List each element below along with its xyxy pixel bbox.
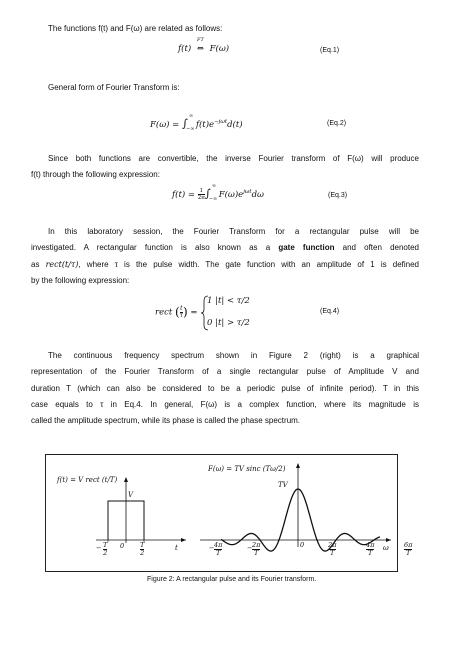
eq2-int-sub: −∞ (186, 126, 195, 132)
tick-neg-den: 2 (103, 549, 108, 557)
w-axis-label: ω (383, 544, 389, 552)
t-axis-label: t (175, 544, 178, 552)
eq3-frac-den: 2π (197, 195, 205, 201)
eq4-lhs: rect (155, 307, 173, 318)
lab-line-3b: , where τ is the pulse width. The gate function with an amplitude of 1 is defined (78, 260, 420, 269)
lab-line-1: In this laboratory session, the Fourier Transform for a rectangular pulse will be (48, 227, 419, 236)
spectrum-line-1: The continuous frequency spectrum shown in Figure 2 (right) is a graphical (48, 351, 419, 360)
eq4-case-2: 0 |t| > τ/2 (207, 318, 250, 328)
eq1-operator (194, 37, 207, 54)
lab-line-2a: investigated. A rectangular function is also known as a (31, 243, 279, 252)
lab-line-2b: and often denoted (334, 243, 419, 252)
f-axis-arrow (124, 477, 128, 482)
w-tick-label: − $\frac{4\pi}{T}$ (209, 541, 223, 557)
integral-sign: ∫ ∞ −∞ (182, 113, 195, 132)
peak-label: TV (278, 481, 288, 489)
eq4-frac-num: t (180, 304, 183, 312)
figure-frame (45, 454, 413, 572)
lab-line-2 (31, 240, 419, 256)
lab-line-3 (31, 257, 419, 273)
spectrum-line-2: representation of the Fourier Transform of a single rectangular pulse of Amplitude V and (31, 367, 419, 376)
eq3-number: (Eq.3) (328, 192, 348, 199)
eq2-exponent: −jωt (214, 119, 228, 126)
inverse-line-1: Since both functions are convertible, the inverse Fourier transform of F(ω) will produce (48, 154, 419, 163)
w-tick-label: 0 (300, 541, 305, 549)
eq3-lhs: f(t) = (172, 190, 198, 200)
lab-line-3a: as (31, 260, 46, 269)
w-tick-label: $\frac{2\pi}{T}$ (328, 541, 337, 557)
eq4-case-1: 1 |t| < τ/2 (207, 296, 250, 306)
tick-pos-label (140, 542, 144, 557)
equation-2 (150, 113, 243, 132)
general-form-text: General form of Fourier Transform is: (48, 83, 180, 92)
eq3-tail: dω (251, 190, 264, 200)
eq1-rhs: F(ω) (209, 44, 230, 54)
eq2-tail: d(t) (227, 120, 243, 130)
F-axis-arrow (296, 463, 300, 468)
eq2-number: (Eq.2) (327, 120, 347, 127)
equation-3 (172, 183, 264, 202)
figure-caption: Figure 2: A rectangular pulse and its Fourier transform. (147, 576, 317, 583)
spectrum-line-3: duration T (which can also be considered to be a periodic pulse of infinite period). T in this (31, 384, 419, 393)
rect-notation: rect(t/τ) (45, 260, 79, 269)
eq2-int-sup: ∞ (189, 113, 194, 119)
eq1-op-label: FT (197, 37, 204, 43)
left-plot-label: f(t) = V rect (t/T) (57, 476, 118, 484)
gate-function-term: gate function (278, 243, 335, 252)
eq2-body: f(t)e (195, 120, 215, 130)
lab-line-4: by the following expression: (31, 276, 130, 285)
eq1-arrow: ⇔ (196, 44, 204, 54)
eq3-body: F(ω)e (218, 190, 244, 200)
eq4-paren-open: ( (174, 305, 180, 319)
tick-neg-label: − $\frac{T}{2}$ (96, 541, 108, 557)
spectrum-line-5: called the amplitude spectrum, while its phase is called the phase spectrum. (31, 416, 301, 425)
eq3-exponent: jωt (243, 189, 252, 196)
eq4-frac-den: τ (179, 311, 183, 319)
eq2-lhs: F(ω) = (150, 120, 182, 130)
inverse-line-2: f(t) through the following expression: (31, 170, 160, 179)
equation-1 (178, 37, 230, 54)
w-axis-arrow (386, 538, 391, 542)
w-tick-label: $\frac{6\pi}{T}$ (404, 541, 413, 557)
tick-pos-den: 2 (140, 549, 145, 557)
eq1-lhs: f(t) (178, 44, 192, 54)
t-axis-arrow (181, 538, 186, 542)
w-tick-label: $\frac{4\pi}{T}$ (366, 541, 375, 557)
eq3-fraction (198, 188, 205, 201)
spectrum-line-4: case equals to τ in Eq.4. In general, F(ω) is a complex function, where its magnitude is (31, 400, 419, 409)
eq4-paren-close: ) (183, 305, 188, 319)
right-plot-label: F(ω) = TV sinc (Tω/2) (208, 465, 286, 473)
integral-sign: ∫ ∞ −∞ (204, 183, 218, 202)
tick-zero-label: 0 (120, 542, 125, 550)
equation-4: rect ( $\frac{t}{\tau}$ ) = (155, 304, 198, 319)
rect-pulse-plot (96, 477, 186, 543)
eq3-frac-num: 1 (199, 188, 204, 194)
w-tick-label: − $\frac{2\pi}{T}$ (247, 541, 261, 557)
sinc-plot (200, 463, 391, 551)
tick-neg-num: T (103, 541, 108, 549)
eq3-int-sub: −∞ (208, 196, 218, 202)
amplitude-label: V (128, 491, 134, 499)
tick-pos-num: T (140, 541, 145, 549)
eq3-int-sup: ∞ (211, 183, 217, 189)
eq1-number: (Eq.1) (320, 47, 340, 54)
intro-text: The functions f(t) and F(ω) are related as follows: (48, 24, 223, 33)
eq4-number: (Eq.4) (320, 308, 340, 315)
